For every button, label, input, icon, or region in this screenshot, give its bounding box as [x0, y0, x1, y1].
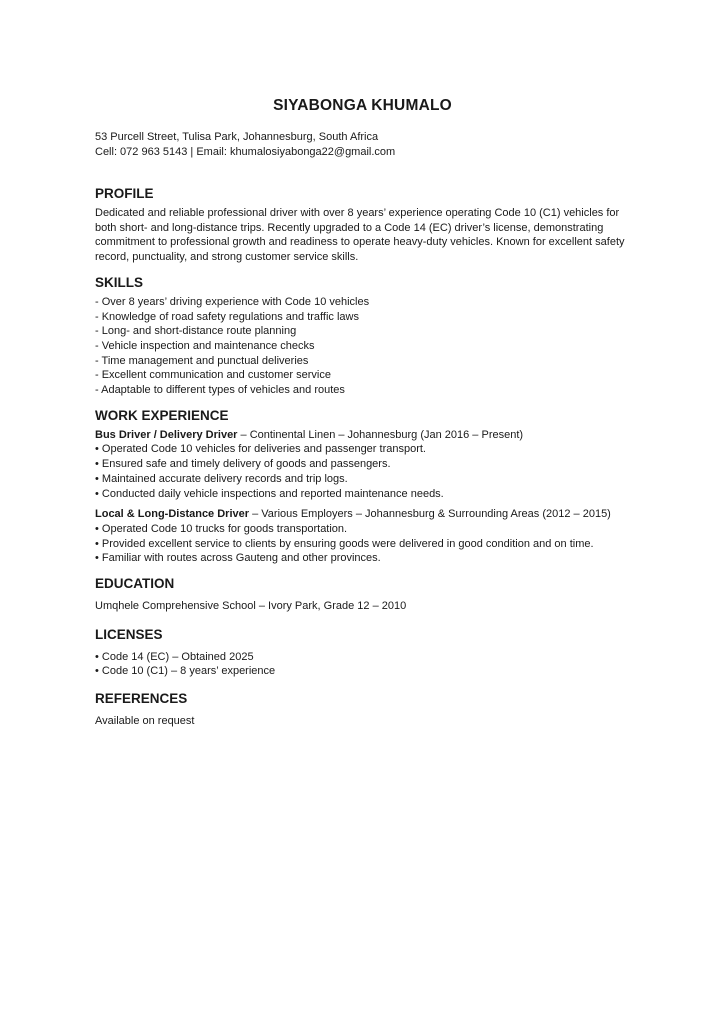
skills-section	[95, 274, 630, 398]
references-section	[95, 690, 630, 729]
job-bullets	[95, 522, 630, 566]
skill-item: - Time management and punctual deliveries	[95, 354, 309, 367]
job-title: Local & Long-Distance Driver	[95, 508, 250, 521]
skill-item: - Excellent communication and customer service	[95, 369, 331, 382]
license-item: • Code 10 (C1) – 8 years’ experience	[95, 665, 276, 678]
skills-heading: SKILLS	[95, 274, 144, 290]
work-experience-heading: WORK EXPERIENCE	[95, 407, 229, 423]
job-bullet: • Conducted daily vehicle inspections and reported maintenance needs.	[95, 487, 444, 500]
job-bullet: • Operated Code 10 vehicles for deliveries and passenger transport.	[95, 443, 426, 456]
profile-heading: PROFILE	[95, 186, 154, 201]
skills-list	[95, 295, 630, 398]
resume-page	[95, 96, 630, 729]
job-bullet: • Provided excellent service to clients by ensuring goods were delivered in good condition and on time.	[95, 537, 594, 550]
contact-line: Cell: 072 963 5143 | Email: khumalosiyabonga22@gmail.com	[95, 146, 396, 158]
license-item: • Code 14 (EC) – Obtained 2025	[95, 650, 254, 663]
job-bullet: • Maintained accurate delivery records and trip logs.	[95, 472, 348, 485]
references-text: Available on request	[95, 715, 195, 728]
work-experience-section	[95, 407, 630, 566]
job-header	[95, 507, 630, 522]
licenses-section	[95, 626, 630, 679]
job-bullet: • Operated Code 10 trucks for goods transportation.	[95, 522, 348, 535]
education-section	[95, 575, 630, 614]
address-line: 53 Purcell Street, Tulisa Park, Johannesburg, South Africa	[95, 131, 379, 143]
skill-item: - Vehicle inspection and maintenance checks	[95, 339, 315, 352]
licenses-heading: LICENSES	[95, 626, 163, 642]
education-text: Umqhele Comprehensive School – Ivory Park, Grade 12 – 2010	[95, 600, 407, 613]
skill-item: - Adaptable to different types of vehicles and routes	[95, 384, 345, 397]
job-details: – Various Employers – Johannesburg & Surrounding Areas (2012 – 2015)	[249, 508, 611, 521]
candidate-name: SIYABONGA KHUMALO	[273, 97, 452, 114]
job-bullet: • Familiar with routes across Gauteng and other provinces.	[95, 552, 381, 565]
job-bullets	[95, 442, 630, 501]
skill-item: - Knowledge of road safety regulations and traffic laws	[95, 310, 359, 323]
education-heading: EDUCATION	[95, 576, 175, 592]
skill-item: - Long- and short-distance route planning	[95, 325, 297, 338]
job-details: – Continental Linen – Johannesburg (Jan 2016 – Present)	[237, 428, 524, 441]
job-title: Bus Driver / Delivery Driver	[95, 428, 238, 441]
job-entry	[95, 428, 630, 502]
job-entry	[95, 507, 630, 566]
profile-text: Dedicated and reliable professional driver with over 8 years’ experience operating Code 10 (C1) vehicles for both short- and long-distance trips. Recently upgraded to a Code 14 (EC) driver’s license, demonstrating commitment to professional growth and readiness to operate heavy-duty vehicles. Known for excellent safety record, punctuality, and strong customer service skills.	[95, 207, 625, 264]
resume-header	[95, 96, 630, 160]
licenses-list	[95, 650, 630, 679]
profile-section	[95, 185, 630, 265]
job-bullet: • Ensured safe and timely delivery of goods and passengers.	[95, 458, 391, 471]
references-heading: REFERENCES	[95, 691, 188, 707]
skill-item: - Over 8 years’ driving experience with Code 10 vehicles	[95, 295, 370, 308]
job-header	[95, 428, 630, 443]
